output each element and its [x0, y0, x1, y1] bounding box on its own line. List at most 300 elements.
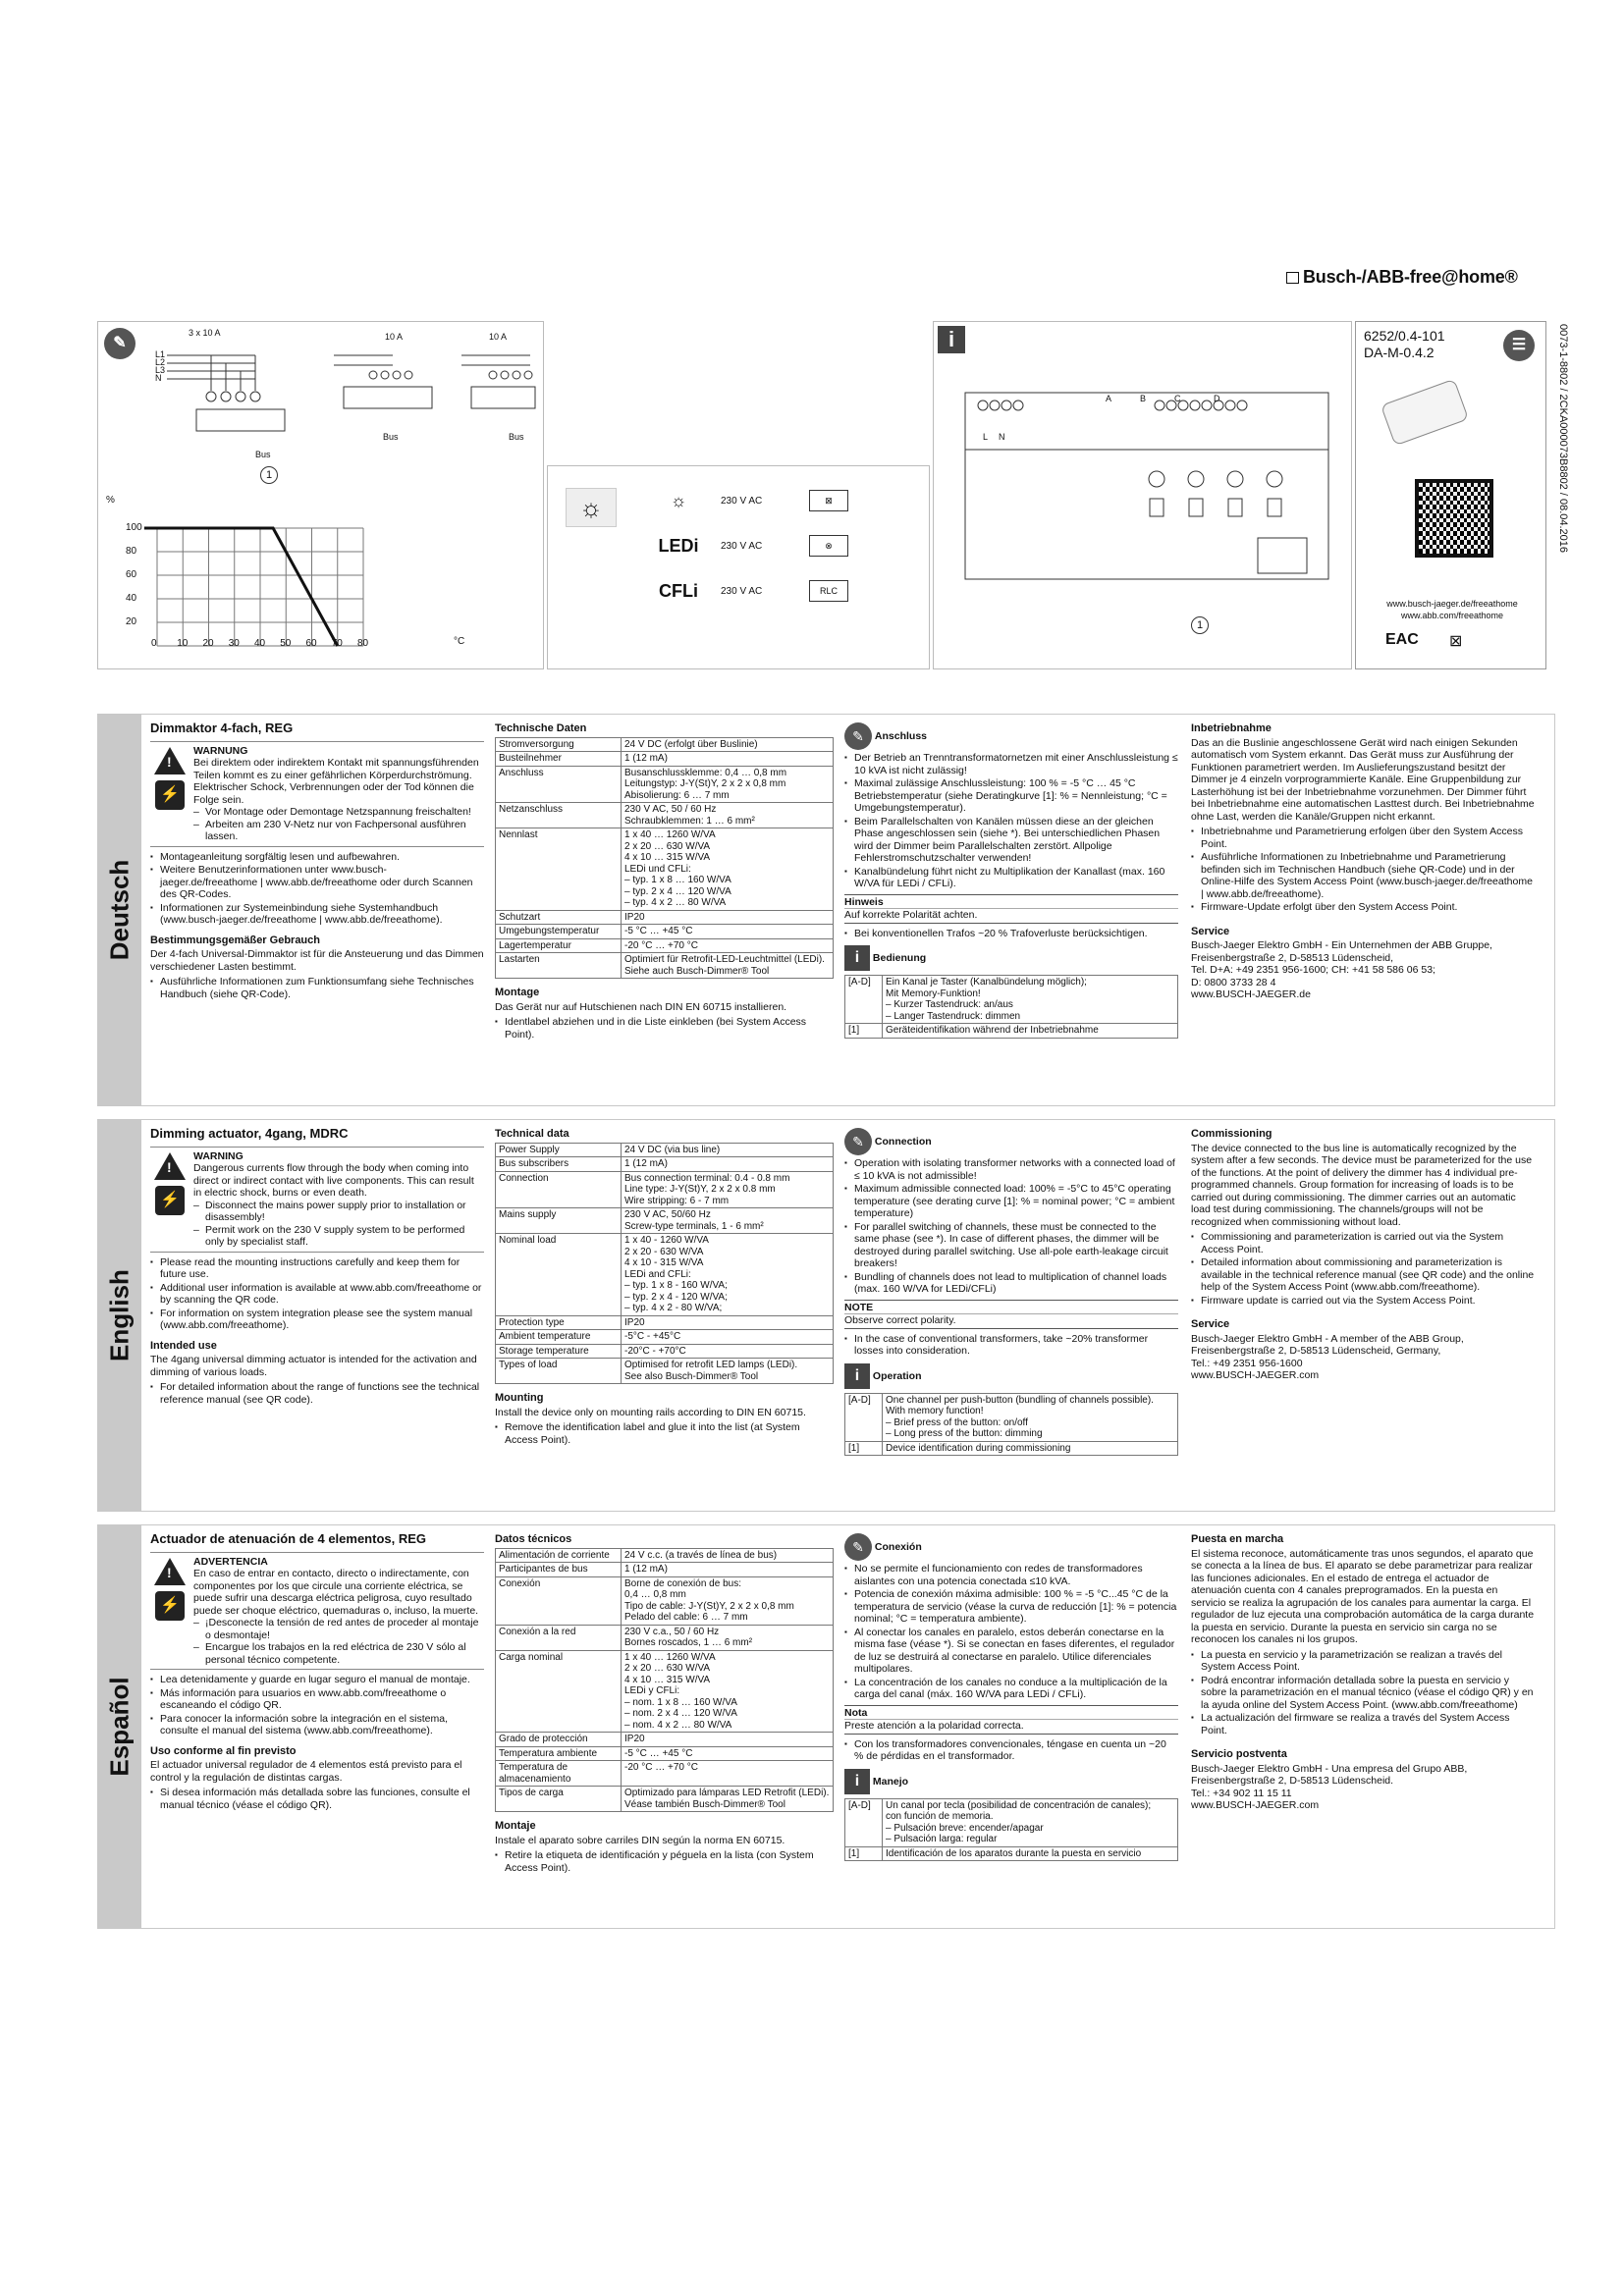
technical-column	[495, 1128, 834, 1450]
intended-use-text: Der 4-fach Universal-Dimmaktor ist für die Ansteuerung und das Dimmen verschiedener Lasten bestimmt.	[150, 948, 484, 973]
list-item: ▪ Additional user information is available at www.abb.com/freeathome or by scanning the QR code.	[160, 1282, 484, 1307]
service-text: Busch-Jaeger Elektro GmbH - Ein Unternehmen der ABB Gruppe, Freisenbergstraße 2, D-58513 Lüdenscheid, Tel. D+A: +49 2351 956-1600; CH: +41 58 586 06 53; D: 0800 3733 28 4 www.BUSCH-JAEGER.de	[1191, 939, 1492, 1000]
table-cell: Optimizado para lámparas LED Retrofit (LEDi). Véase también Busch-Dimmer® Tool	[622, 1787, 834, 1812]
mounting-title: Montage	[495, 987, 540, 998]
list-item: ▪ Kanalbündelung führt nicht zu Multiplikation der Kanallast (max. 160 W/VA für LEDi / CFLi).	[854, 866, 1178, 890]
y-tick: 20	[126, 616, 137, 627]
table-cell: Ein Kanal je Taster (Kanalbündelung möglich); Mit Memory-Funktion! – Kurzer Tastendruck: an/aus – Langer Tastendruck: dimmen	[883, 976, 1178, 1024]
list-item: ▪ Bei konventionellen Trafos ~20 % Trafoverluste berücksichtigen.	[854, 928, 1178, 940]
warning-title: ADVERTENCIA	[193, 1555, 268, 1568]
led-load-icon: ⊗	[809, 535, 848, 557]
table-row	[496, 1746, 834, 1761]
warning-icon	[154, 747, 186, 774]
model-number: 6252/0.4-101	[1364, 328, 1445, 344]
list-item: ▪ Weitere Benutzerinformationen unter www.busch-jaeger.de/freeathome | www.abb.de/freeathome oder durch Scannen des QR-Codes.	[160, 864, 484, 901]
operation-title: Manejo	[872, 1775, 909, 1788]
intended-use-title: Uso conforme al fin previsto	[150, 1744, 297, 1757]
url-1: www.busch-jaeger.de/freeathome	[1386, 599, 1518, 609]
list-item: – Arbeiten am 230 V-Netz nur von Fachpersonal ausführen lassen.	[193, 819, 484, 843]
technical-data-title: Technische Daten	[495, 722, 587, 734]
warning-box	[150, 1147, 484, 1253]
table-cell: Schutzart	[496, 910, 622, 925]
language-tab	[98, 715, 141, 1105]
fuse-label-3: 10 A	[489, 332, 508, 342]
list-item: ▪ For information on system integration please see the system manual (www.abb.com/freeathome).	[160, 1308, 484, 1332]
table-cell: Grado de protección	[496, 1733, 622, 1747]
x-tick: 40	[254, 638, 266, 649]
list-item: ▪ Si desea información más detallada sobre las funciones, consulte el manual técnico (véase el código QR).	[160, 1787, 484, 1811]
table-cell: [A-D]	[845, 976, 883, 1024]
operation-title: Bedienung	[872, 951, 927, 964]
bus-label-1: Bus	[255, 450, 271, 459]
phase-l1: L1	[155, 349, 166, 359]
load-row-cfli	[636, 568, 921, 614]
table-cell: Netzanschluss	[496, 803, 622, 828]
table-row	[496, 938, 834, 953]
operation-table	[844, 1798, 1178, 1862]
table-cell: Optimised for retrofit LED lamps (LEDi). See also Busch-Dimmer® Tool	[622, 1359, 834, 1384]
bus-label-2: Bus	[383, 432, 399, 442]
mounting-text: Das Gerät nur auf Hutschienen nach DIN EN 60715 installieren.	[495, 1000, 787, 1013]
technical-data-title: Datos técnicos	[495, 1533, 572, 1545]
table-cell: Borne de conexión de bus: 0,4 … 0,8 mm Tipo de cable: J-Y(St)Y, 2 x 2 x 0,8 mm Pelado del cable: 6 … 7 mm	[622, 1576, 834, 1625]
table-cell: Nennlast	[496, 828, 622, 911]
safety-column	[150, 1533, 484, 1815]
list-item: ▪ Inbetriebnahme und Parametrierung erfolgen über den System Access Point.	[1201, 826, 1535, 850]
table-cell: Bus subscribers	[496, 1157, 622, 1172]
device-label-b: B	[1140, 394, 1147, 403]
warning-icon	[154, 1152, 186, 1180]
warning-text: En caso de entrar en contacto, directo o indirectamente, con componentes por los que circule una corriente eléctrica, se puede sufrir una descarga eléctrica peligrosa, cuyo resultado puede ser choque eléctrico, quemaduras o, incluso, la muerte.	[193, 1568, 479, 1617]
list-item: ▪ Retire la etiqueta de identificación y péguela en la lista (con System Access Point).	[505, 1849, 834, 1874]
table-cell: IP20	[622, 1315, 834, 1330]
table-row	[496, 1234, 834, 1316]
table-cell: Alimentación de corriente	[496, 1548, 622, 1563]
list-item: ▪ Remove the identification label and glue it into the list (at System Access Point).	[505, 1421, 834, 1446]
table-cell: Un canal por tecla (posibilidad de concentración de canales); con función de memoria. – Pulsación breve: encender/apagar – Pulsación larga: regular	[883, 1798, 1178, 1846]
table-cell: 24 V DC (via bus line)	[622, 1143, 834, 1157]
connection-column	[844, 722, 1178, 1039]
list-item: ▪ Potencia de conexión máxima admisible: 100 % = -5 °C...45 °C de la temperatura de servicio (véase la curva de reducción [1]: % = potencia nominal; °C = temperatura ambiente).	[854, 1588, 1178, 1626]
list-item: ▪ Ausführliche Informationen zum Funktionsumfang siehe Technisches Handbuch (siehe QR-Code).	[160, 976, 484, 1000]
wiring-diagram	[137, 326, 540, 463]
technical-data-table	[495, 1548, 834, 1813]
language-label: Deutsch	[104, 859, 135, 961]
operation-table	[844, 1393, 1178, 1457]
table-cell: -20 °C … +70 °C	[622, 938, 834, 953]
table-row	[845, 1024, 1178, 1039]
technical-data-table	[495, 737, 834, 980]
list-item: – Encargue los trabajos en la red eléctrica de 230 V sólo al personal técnico competente.	[193, 1641, 484, 1666]
device-label-d: D	[1214, 394, 1220, 403]
list-item: ▪ Operation with isolating transformer networks with a connected load of ≤ 10 kVA is not admissible!	[854, 1157, 1178, 1182]
list-item: – Vor Montage oder Demontage Netzspannung freischalten!	[193, 806, 484, 819]
x-tick: 0	[151, 638, 157, 649]
hint-text: Observe correct polarity.	[844, 1314, 956, 1326]
bulb-icon: ☼	[670, 490, 687, 510]
list-item: ▪ Identlabel abziehen und in die Liste einkleben (bei System Access Point).	[505, 1016, 834, 1041]
list-item: ▪ Para conocer la información sobre la integración en el sistema, consulte el manual del sistema (www.abb.com/freeathome).	[160, 1713, 484, 1737]
commissioning-text: Das an die Buslinie angeschlossene Gerät wird nach einigen Sekunden automatisch vom System erkannt. Das Gerät muss zur Ausführung der Funktionen parametriert werden. Im Auslieferungszustand besitzt der Dimmer je 4 einzeln vorprogrammierte Kanäle. Eine Gruppenbildung zur Lasterhöhung ist bei der Inbetriebnahme vorzunehmen. Der Dimmer führt bei Inbetriebnahme eine automatischen Lasttest durch. Bei Inbetriebnahme ohne Last, werden die Kanäle/Gruppen nicht erkannt.	[1191, 736, 1535, 823]
qr-code	[1415, 479, 1493, 558]
hint-text: Auf korrekte Polarität achten.	[844, 909, 978, 921]
rlc-icon: RLC	[809, 580, 848, 602]
table-cell: IP20	[622, 1733, 834, 1747]
commissioning-text: The device connected to the bus line is automatically recognized by the system after a few seconds. The device must be parameterized for the use of the functions. At the point of delivery the dimmer has 4 individual pre-programmed channels. Group formation for increasing of loads is to be carried out during commissioning. The dimmer carries out an automatic load test during commissioning. The channels/groups will not be recognized when commissioning without load.	[1191, 1142, 1533, 1228]
technical-data-table	[495, 1143, 834, 1385]
connection-title: Anschluss	[874, 729, 928, 742]
list-item: ▪ Firmware-Update erfolgt über den System Access Point.	[1201, 901, 1535, 914]
intended-use-title: Bestimmungsgemäßer Gebrauch	[150, 934, 320, 946]
table-row	[496, 1208, 834, 1234]
table-cell: Optimiert für Retrofit-LED-Leuchtmittel (LEDi). Siehe auch Busch-Dimmer® Tool	[622, 953, 834, 979]
table-cell: -5 °C … +45 °C	[622, 1746, 834, 1761]
house-icon	[1286, 272, 1299, 284]
product-info-panel	[1355, 321, 1546, 669]
table-cell: Temperatura ambiente	[496, 1746, 622, 1761]
device-drawing	[963, 391, 1336, 587]
load-voltage: 230 V AC	[721, 540, 763, 552]
list-item: ▪ For detailed information about the range of functions see the technical reference manual (see QR code).	[160, 1381, 484, 1406]
tool-icon: ✎	[844, 1533, 872, 1561]
table-cell: Anschluss	[496, 766, 622, 803]
load-voltage: 230 V AC	[721, 495, 763, 507]
y-tick: 40	[126, 593, 137, 604]
table-cell: [A-D]	[845, 1393, 883, 1441]
hint-text: Preste atención a la polaridad correcta.	[844, 1720, 1024, 1732]
table-cell: -20°C - +70°C	[622, 1344, 834, 1359]
list-item: ▪ Podrá encontrar información detallada sobre la puesta en servicio y sobre la parametrización en el manual técnico (véase el código QR) y en la ayuda online del System Access Point. (www.abb.com/freeathome)	[1201, 1675, 1535, 1712]
product-title: Dimmaktor 4-fach, REG	[150, 721, 294, 735]
table-cell: Busanschlussklemme: 0,4 … 0,8 mm Leitungstyp: J-Y(St)Y, 2 x 2 x 0,8 mm Abisolierung: 6 … 7 mm	[622, 766, 834, 803]
warning-text: Dangerous currents flow through the body when coming into direct or indirect contact with live components. This can result in electric shock, burns or even death.	[193, 1162, 474, 1199]
table-row	[496, 1548, 834, 1563]
table-cell: 230 V AC, 50/60 Hz Screw-type terminals, 1 - 6 mm²	[622, 1208, 834, 1234]
x-tick: 80	[357, 638, 369, 649]
table-cell: Busteilnehmer	[496, 752, 622, 767]
list-item: – ¡Desconecte la tensión de red antes de proceder al montaje o desmontaje!	[193, 1617, 484, 1641]
language-label: Español	[104, 1677, 135, 1777]
info-icon: i	[938, 326, 965, 353]
table-cell: -20 °C … +70 °C	[622, 1761, 834, 1787]
y-tick: 60	[126, 569, 137, 580]
table-row	[496, 1330, 834, 1345]
table-row	[496, 1171, 834, 1208]
table-row	[845, 976, 1178, 1024]
table-cell: 230 V c.a., 50 / 60 Hz Bornes roscados, 1 … 6 mm²	[622, 1625, 834, 1650]
table-cell: Mains supply	[496, 1208, 622, 1234]
table-cell: Conexión a la red	[496, 1625, 622, 1650]
table-row	[845, 1846, 1178, 1861]
table-row	[496, 1733, 834, 1747]
table-row	[496, 1650, 834, 1733]
list-item: ▪ Lea detenidamente y guarde en lugar seguro el manual de montaje.	[160, 1674, 484, 1686]
language-section	[97, 1524, 1555, 1929]
load-types-panel	[547, 465, 930, 669]
technical-column	[495, 722, 834, 1044]
table-cell: 24 V DC (erfolgt über Buslinie)	[622, 737, 834, 752]
resistive-load-icon: ⊠	[809, 490, 848, 511]
list-item: ▪ Maximum admissible connected load: 100% = -5°C to 45°C operating temperature (see derating curve [1]: % = nominal power; °C = ambient temperature)	[854, 1183, 1178, 1220]
table-cell: Lastarten	[496, 953, 622, 979]
list-item: – Disconnect the mains power supply prior to installation or disassembly!	[193, 1200, 484, 1224]
phase-n: N	[155, 373, 162, 383]
list-item: – Permit work on the 230 V supply system to be performed only by specialist staff.	[193, 1224, 484, 1249]
hint-title: NOTE	[844, 1302, 1178, 1315]
load-row-lamp	[636, 478, 921, 523]
list-item: ▪ La actualización del firmware se realiza a través del System Access Point.	[1201, 1712, 1535, 1736]
table-row	[496, 752, 834, 767]
list-item: ▪ Con los transformadores convencionales, téngase en cuenta un ~20 % de pérdidas en el transformador.	[854, 1738, 1178, 1763]
mounting-text: Instale el aparato sobre carriles DIN según la norma EN 60715.	[495, 1834, 785, 1846]
table-cell: 1 x 40 … 1260 W/VA 2 x 20 … 630 W/VA 4 x 10 … 315 W/VA LEDi y CFLi: – nom. 1 x 8 … 160 W/VA – nom. 2 x 4 … 120 W/VA – nom. 4 x 2 … 80 W/VA	[622, 1650, 834, 1733]
electrician-icon: ⚡	[155, 1591, 185, 1621]
x-tick: 70	[331, 638, 343, 649]
table-row	[845, 1393, 1178, 1441]
list-item: ▪ La puesta en servicio y la parametrización se realizan a través del System Access Point.	[1201, 1649, 1535, 1674]
table-cell: 230 V AC, 50 / 60 Hz Schraubklemmen: 1 … 6 mm²	[622, 803, 834, 828]
table-row	[496, 1761, 834, 1787]
y-tick: 80	[126, 546, 137, 557]
hint-title: Nota	[844, 1707, 1178, 1721]
hint-box	[844, 894, 1178, 924]
mounting-title: Mounting	[495, 1392, 544, 1404]
table-row	[845, 1441, 1178, 1456]
safety-column	[150, 722, 484, 1004]
lamp-icon: ☼	[566, 488, 617, 527]
table-cell: 1 (12 mA)	[622, 1563, 834, 1577]
product-title: Actuador de atenuación de 4 elementos, REG	[150, 1531, 427, 1546]
x-tick: 60	[305, 638, 317, 649]
table-row	[845, 1798, 1178, 1846]
commissioning-title: Puesta en marcha	[1191, 1533, 1284, 1545]
ledi-label: LEDi	[658, 535, 699, 556]
table-cell: -5 °C … +45 °C	[622, 925, 834, 939]
table-cell: Power Supply	[496, 1143, 622, 1157]
phase-l2: L2	[155, 357, 166, 367]
x-tick: 20	[202, 638, 214, 649]
load-row-ledi	[636, 523, 921, 568]
warning-text: Bei direktem oder indirektem Kontakt mit spannungsführenden Teilen kommt es zu einer gefährlichen Körperdurchströmung. Elektrischer Schock, Verbrennungen oder der Tod können die Folge sein.	[193, 757, 479, 806]
table-cell: Conexión	[496, 1576, 622, 1625]
table-cell: [1]	[845, 1441, 883, 1456]
phone-icon	[1380, 379, 1469, 447]
brand-text: Busch-/ABB-free@home®	[1303, 267, 1518, 287]
warning-box	[150, 741, 484, 847]
list-item: ▪ Firmware update is carried out via the System Access Point.	[1201, 1295, 1535, 1308]
tool-icon: ✎	[844, 1128, 872, 1155]
tool-icon: ✎	[104, 328, 135, 359]
table-cell: Device identification during commissioning	[883, 1441, 1178, 1456]
hint-box	[844, 1705, 1178, 1735]
device-diagram-panel	[933, 321, 1352, 669]
load-voltage: 230 V AC	[721, 585, 763, 597]
table-cell: [A-D]	[845, 1798, 883, 1846]
language-section	[97, 714, 1555, 1106]
commissioning-text: El sistema reconoce, automáticamente tras unos segundos, el aparato que se conecta a la línea de bus. El aparato se debe parametrizar para realizar las funciones adicionales. En el estado de entrega el actuador de atenuación cuenta con 4 canales preprogramados. En la puesta en servicio se realiza la agrupación de los canales para aumentar la carga. El regulador de luz ejecuta una comprobación automática de la carga durante la puesta en servicio. Durante la puesta en servicio sin carga no se reconocen los canales ni los grupos.	[1191, 1547, 1535, 1645]
table-row	[496, 1359, 834, 1384]
eac-mark: EAC	[1385, 631, 1419, 648]
table-cell: 1 (12 mA)	[622, 752, 834, 767]
warning-title: WARNING	[193, 1149, 244, 1162]
list-item: ▪ Montageanleitung sorgfältig lesen und aufbewahren.	[160, 851, 484, 864]
info-icon: i	[844, 1769, 870, 1794]
warning-title: WARNUNG	[193, 744, 248, 757]
table-row	[496, 803, 834, 828]
list-item: ▪ Maximal zulässige Anschlussleistung: 100 % = -5 °C … 45 °C Betriebstemperatur (siehe Deratingkurve [1]: % = Nennleistung; °C = Umgebungstemperatur).	[854, 777, 1178, 815]
x-unit: °C	[454, 636, 465, 647]
table-cell: Stromversorgung	[496, 737, 622, 752]
technical-column	[495, 1533, 834, 1878]
list-item: ▪ La concentración de los canales no conduce a la multiplicación de la carga del canal (máx. 160 W/VA para LEDi / CFLi).	[854, 1677, 1178, 1701]
cfli-label: CFLi	[659, 580, 698, 601]
list-item: ▪ No se permite el funcionamiento con redes de transformadores aislantes con una potencia conectada ≤10 kVA.	[854, 1563, 1178, 1587]
table-row	[496, 1315, 834, 1330]
table-row	[496, 1143, 834, 1157]
table-cell: Temperatura de almacenamiento	[496, 1761, 622, 1787]
language-tab	[98, 1120, 141, 1511]
table-row	[496, 737, 834, 752]
list-item: ▪ Ausführliche Informationen zu Inbetriebnahme und Parametrierung befinden sich im Technischen Handbuch (siehe QR-Code) und in der Online-Hilfe des System Access Point (www.busch-jaeger.de/freeathome | www.abb.de/freeathome).	[1201, 851, 1535, 900]
commissioning-column	[1191, 1533, 1535, 1815]
commissioning-title: Inbetriebnahme	[1191, 722, 1272, 734]
table-cell: Identificación de los aparatos durante la puesta en servicio	[883, 1846, 1178, 1861]
connection-column	[844, 1533, 1178, 1861]
table-cell: Lagertemperatur	[496, 938, 622, 953]
mounting-text: Install the device only on mounting rails according to DIN EN 60715.	[495, 1406, 806, 1418]
list-item: ▪ Informationen zur Systemeinbindung siehe Systemhandbuch (www.busch-jaeger.de/freeathome | www.abb.de/freeathome).	[160, 902, 484, 927]
service-text: Busch-Jaeger Elektro GmbH - A member of the ABB Group, Freisenbergstraße 2, D-58513 Lüdenscheid, Germany, Tel.: +49 2351 956-1600 www.BUSCH-JAEGER.com	[1191, 1332, 1464, 1381]
list-item: ▪ Al conectar los canales en paralelo, estos deberán conectarse en la misma fase (véase *). Si se conectan en fases diferentes, el regulador de luz se destruirá al conectarse en paralelo. Utilice diferenciales multipolares.	[854, 1627, 1178, 1676]
table-cell: 1 (12 mA)	[622, 1157, 834, 1172]
list-item: ▪ Commissioning and parameterization is carried out via the System Access Point.	[1201, 1231, 1535, 1255]
terminal-l: L	[983, 432, 989, 442]
table-cell: 1 x 40 … 1260 W/VA 2 x 20 … 630 W/VA 4 x 10 … 315 W/VA LEDi und CFLi: – typ. 1 x 8 … 160 W/VA – typ. 2 x 4 … 120 W/VA – typ. 4 x 2 … 80 W/VA	[622, 828, 834, 911]
safety-column	[150, 1128, 484, 1410]
document-code: 0073-1-8802 / 2CKA000073B8802 / 08.04.2016	[1557, 324, 1569, 554]
table-cell: Protection type	[496, 1315, 622, 1330]
table-cell: 24 V c.c. (a través de línea de bus)	[622, 1548, 834, 1563]
operation-table	[844, 975, 1178, 1039]
list-item: ▪ In the case of conventional transformers, take ~20% transformer losses into consideration.	[854, 1333, 1178, 1358]
electrician-icon: ⚡	[155, 780, 185, 810]
table-row	[496, 766, 834, 803]
list-item: ▪ For parallel switching of channels, these must be connected to the same phase (see *). In case of different phases, the dimmer will be destroyed during parallel switching. Use all-pole earth-leakage circuit breakers!	[854, 1221, 1178, 1270]
technical-data-title: Technical data	[495, 1128, 569, 1140]
hint-box	[844, 1300, 1178, 1329]
table-cell: Ambient temperature	[496, 1330, 622, 1345]
operation-title: Operation	[872, 1369, 922, 1382]
table-row	[496, 1787, 834, 1812]
intended-use-text: El actuador universal regulador de 4 elementos está previsto para el control y la regulación de distintas cargas.	[150, 1759, 462, 1784]
info-icon: i	[844, 1363, 870, 1389]
commissioning-column	[1191, 722, 1535, 1004]
product-title: Dimming actuator, 4gang, MDRC	[150, 1126, 349, 1141]
list-item: ▪ Más información para usuarios en www.abb.com/freeathome o escaneando el código QR.	[160, 1687, 484, 1712]
y-unit: %	[106, 495, 115, 506]
table-cell: [1]	[845, 1846, 883, 1861]
table-cell: Carga nominal	[496, 1650, 622, 1733]
table-cell: Umgebungstemperatur	[496, 925, 622, 939]
language-section	[97, 1119, 1555, 1512]
table-cell: 1 x 40 - 1260 W/VA 2 x 20 - 630 W/VA 4 x 10 - 315 W/VA LEDi and CFLi: – typ. 1 x 8 - 160 W/VA; – typ. 2 x 4 - 120 W/VA; – typ. 4 x 2 - 80 W/VA;	[622, 1234, 834, 1316]
hint-title: Hinweis	[844, 896, 1178, 910]
table-cell: Nominal load	[496, 1234, 622, 1316]
commissioning-column	[1191, 1128, 1535, 1385]
table-cell: Types of load	[496, 1359, 622, 1384]
table-cell: [1]	[845, 1024, 883, 1039]
callout-1: 1	[260, 466, 278, 484]
weee-icon: ⊠	[1449, 633, 1463, 650]
table-cell: -5°C - +45°C	[622, 1330, 834, 1345]
table-cell: Storage temperature	[496, 1344, 622, 1359]
table-cell: Participantes de bus	[496, 1563, 622, 1577]
intended-use-text: The 4gang universal dimming actuator is intended for the activation and dimming of various loads.	[150, 1354, 477, 1378]
commissioning-title: Commissioning	[1191, 1128, 1272, 1140]
language-label: English	[104, 1269, 135, 1362]
warning-box	[150, 1552, 484, 1671]
list-item: ▪ Please read the mounting instructions carefully and keep them for future use.	[160, 1256, 484, 1281]
x-tick: 30	[228, 638, 240, 649]
mounting-title: Montaje	[495, 1820, 536, 1832]
model-code: DA-M-0.4.2	[1364, 345, 1435, 360]
brand-logo	[1286, 267, 1518, 288]
table-cell: Geräteidentifikation während der Inbetriebnahme	[883, 1024, 1178, 1039]
connection-column	[844, 1128, 1178, 1456]
table-row	[496, 1576, 834, 1625]
device-label-c: C	[1174, 394, 1181, 403]
list-item: ▪ Der Betrieb an Trenntransformatornetzen mit einer Anschlussleistung ≤ 10 kVA ist nicht zulässig!	[854, 752, 1178, 776]
table-row	[496, 910, 834, 925]
language-tab	[98, 1525, 141, 1928]
fuse-label-2: 10 A	[385, 332, 404, 342]
connection-title: Conexión	[874, 1540, 922, 1553]
table-cell: One channel per push-button (bundling of channels possible). With memory function! – Brief press of the button: on/off – Long press of the button: dimming	[883, 1393, 1178, 1441]
terminal-n: N	[999, 432, 1005, 442]
callout-1: 1	[1191, 616, 1209, 634]
phase-l3: L3	[155, 365, 166, 375]
table-cell: Connection	[496, 1171, 622, 1208]
list-item: ▪ Bundling of channels does not lead to multiplication of channel loads (max. 160 W/VA for LEDi/CFLi)	[854, 1271, 1178, 1296]
tool-icon: ✎	[844, 722, 872, 750]
table-row	[496, 1563, 834, 1577]
service-title: Service	[1191, 925, 1230, 937]
x-tick: 10	[177, 638, 189, 649]
fuse-label-1: 3 x 10 A	[189, 328, 221, 338]
url-2: www.abb.com/freeathome	[1400, 611, 1504, 620]
table-cell: IP20	[622, 910, 834, 925]
electrician-icon: ⚡	[155, 1186, 185, 1215]
table-row	[496, 953, 834, 979]
table-cell: Tipos de carga	[496, 1787, 622, 1812]
table-row	[496, 1344, 834, 1359]
y-tick: 100	[126, 522, 142, 533]
connection-title: Connection	[874, 1135, 932, 1148]
manual-icon: ☰	[1503, 330, 1535, 361]
table-row	[496, 1157, 834, 1172]
table-row	[496, 1625, 834, 1650]
table-cell: Bus connection terminal: 0.4 - 0.8 mm Line type: J-Y(St)Y, 2 x 2 x 0.8 mm Wire stripping: 6 - 7 mm	[622, 1171, 834, 1208]
table-row	[496, 925, 834, 939]
x-tick: 50	[280, 638, 292, 649]
list-item: ▪ Detailed information about commissioning and parameterization is available in the technical reference manual (see QR code) and the online help of the System Access Point (www.abb.com/freeathome).	[1201, 1256, 1535, 1294]
service-title: Service	[1191, 1318, 1230, 1330]
service-title: Servicio postventa	[1191, 1748, 1287, 1760]
bus-label-3: Bus	[509, 432, 524, 442]
device-label-a: A	[1106, 394, 1112, 403]
table-row	[496, 828, 834, 911]
service-text: Busch-Jaeger Elektro GmbH - Una empresa del Grupo ABB, Freisenbergstraße 2, D-58513 Lüdenscheid. Tel.: +34 902 11 15 11 www.BUSCH-JAEGER.com	[1191, 1762, 1468, 1811]
